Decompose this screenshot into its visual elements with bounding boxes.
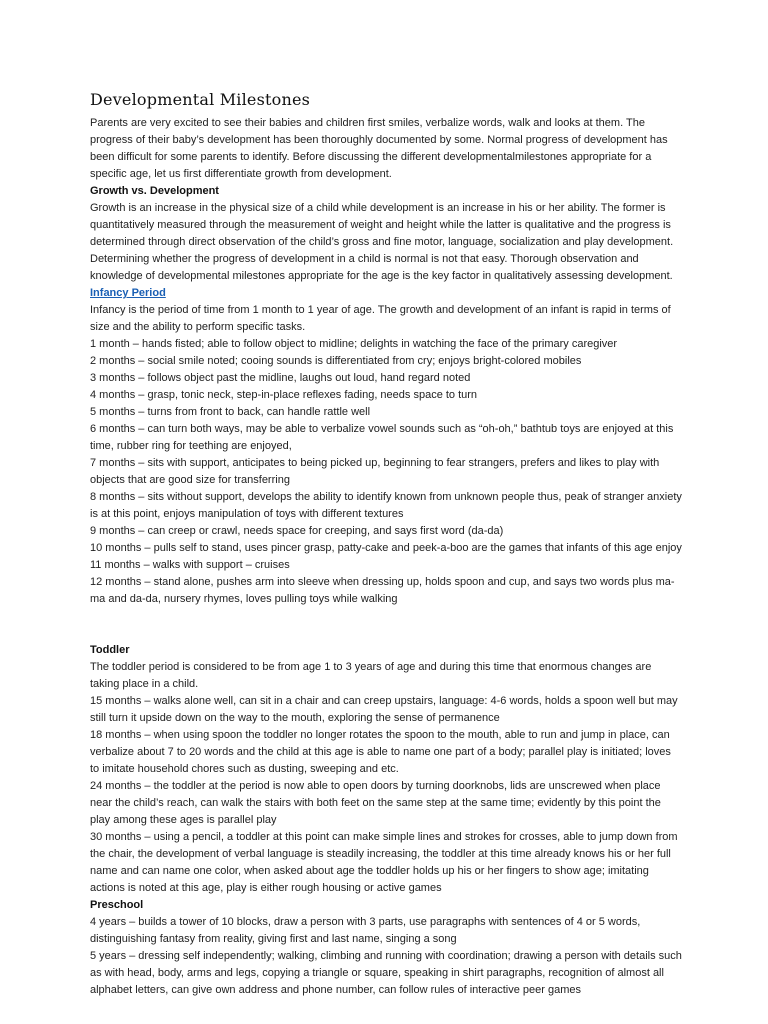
growth-paragraph: Growth is an increase in the physical size of a child while development is an increase in his or her ability. The former is quantitatively measured through the measurement of weight and height while the latter is qualitative and the progress is determined through direct observation of the child’s gross and fine motor, language, socialization and play development. Determining whether the progress of development in a child is normal is not that easy. Thorough observation and knowledge of developmental milestones appropriate for the age is the key factor in qualitatively assessing development. (90, 202, 674, 282)
infancy-item: 5 months – turns from front to back, can handle rattle well (90, 406, 371, 418)
toddler-item: 24 months – the toddler at the period is now able to open doors by turning doorknobs, lids are unscrewed when place near the child’s reach, can walk the stairs with both feet on the same step at the same time; evidently by this point the play among these ages is parallel play (90, 780, 661, 826)
infancy-item: 6 months – can turn both ways, may be able to verbalize vowel sounds such as “oh-oh,” bathtub toys are enjoyed at this time, rubber ring for teething are enjoyed, (90, 423, 674, 452)
infancy-item: 8 months – sits without support, develops the ability to identify known from unknown people thus, peak of stranger anxiety is at this point, enjoys manipulation of toys with different textures (90, 491, 682, 520)
infancy-period-link[interactable]: Infancy Period (90, 287, 166, 299)
intro-paragraph: Parents are very excited to see their babies and children first smiles, verbalize words, walk and looks at them. The progress of their baby’s development has been thoroughly documented by some. Normal progress of development has been difficult for some parents to identify. Before discussing the different developmentalmilestones appropriate for a specific age, let us first differentiate growth from development. (90, 117, 668, 180)
growth-heading: Growth vs. Development (90, 185, 219, 197)
infancy-item: 1 month – hands fisted; able to follow object to midline; delights in watching the face of the primary caregiver (90, 338, 618, 350)
toddler-item: 30 months – using a pencil, a toddler at this point can make simple lines and strokes for crosses, able to jump down from the chair, the development of verbal language is steadily increasing, the toddler at this time already knows his or her full name and can name one color, when asked about age the toddler holds up his or her fingers to show age; imitating actions is noted at this age, play is either rough housing or active games (90, 831, 678, 894)
infancy-item: 12 months – stand alone, pushes arm into sleeve when dressing up, holds spoon and cup, and says two words plus ma-ma and da-da, nursery rhymes, loves pulling toys while walking (90, 576, 675, 605)
toddler-intro: The toddler period is considered to be from age 1 to 3 years of age and during this time that enormous changes are taking place in a child. (90, 661, 652, 690)
infancy-item: 2 months – social smile noted; cooing sounds is differentiated from cry; enjoys bright-colored mobiles (90, 355, 582, 367)
infancy-item: 9 months – can creep or crawl, needs space for creeping, and says first word (da-da) (90, 525, 504, 537)
document-body (90, 88, 682, 999)
preschool-item: 5 years – dressing self independently; walking, climbing and running with coordination; drawing a person with details such as with head, body, arms and legs, copying a triangle or square, speaking in shirt paragraphs, recognition of almost all alphabet letters, can give own address and phone number, can follow rules of interactive peer games (90, 950, 682, 996)
toddler-item: 18 months – when using spoon the toddler no longer rotates the spoon to the mouth, able to run and jump in place, can verbalize about 7 to 20 words and the child at this age is able to name one part of a body; parallel play is initiated; loves to imitate household chores such as dusting, sweeping and etc. (90, 729, 671, 775)
section-spacer (90, 608, 682, 642)
infancy-item: 11 months – walks with support – cruises (90, 559, 290, 571)
toddler-item: 15 months – walks alone well, can sit in a chair and can creep upstairs, language: 4-6 words, holds a spoon well but may still turn it upside down on the way to the mouth, exploring the sense of permanence (90, 695, 678, 724)
infancy-intro: Infancy is the period of time from 1 month to 1 year of age. The growth and development of an infant is rapid in terms of size and the ability to perform specific tasks. (90, 304, 671, 333)
document-title: Developmental Milestones (90, 90, 311, 109)
preschool-heading: Preschool (90, 899, 144, 911)
infancy-item: 10 months – pulls self to stand, uses pincer grasp, patty-cake and peek-a-boo are the games that infants of this age enjoy (90, 542, 682, 554)
infancy-item: 7 months – sits with support, anticipates to being picked up, beginning to fear strangers, prefers and likes to play with objects that are good size for transferring (90, 457, 660, 486)
preschool-item: 4 years – builds a tower of 10 blocks, draw a person with 3 parts, use paragraphs with sentences of 4 or 5 words, distinguishing fantasy from reality, giving first and last name, singing a song (90, 916, 641, 945)
infancy-item: 4 months – grasp, tonic neck, step-in-place reflexes fading, needs space to turn (90, 389, 478, 401)
infancy-item: 3 months – follows object past the midline, laughs out loud, hand regard noted (90, 372, 471, 384)
toddler-heading: Toddler (90, 644, 130, 656)
